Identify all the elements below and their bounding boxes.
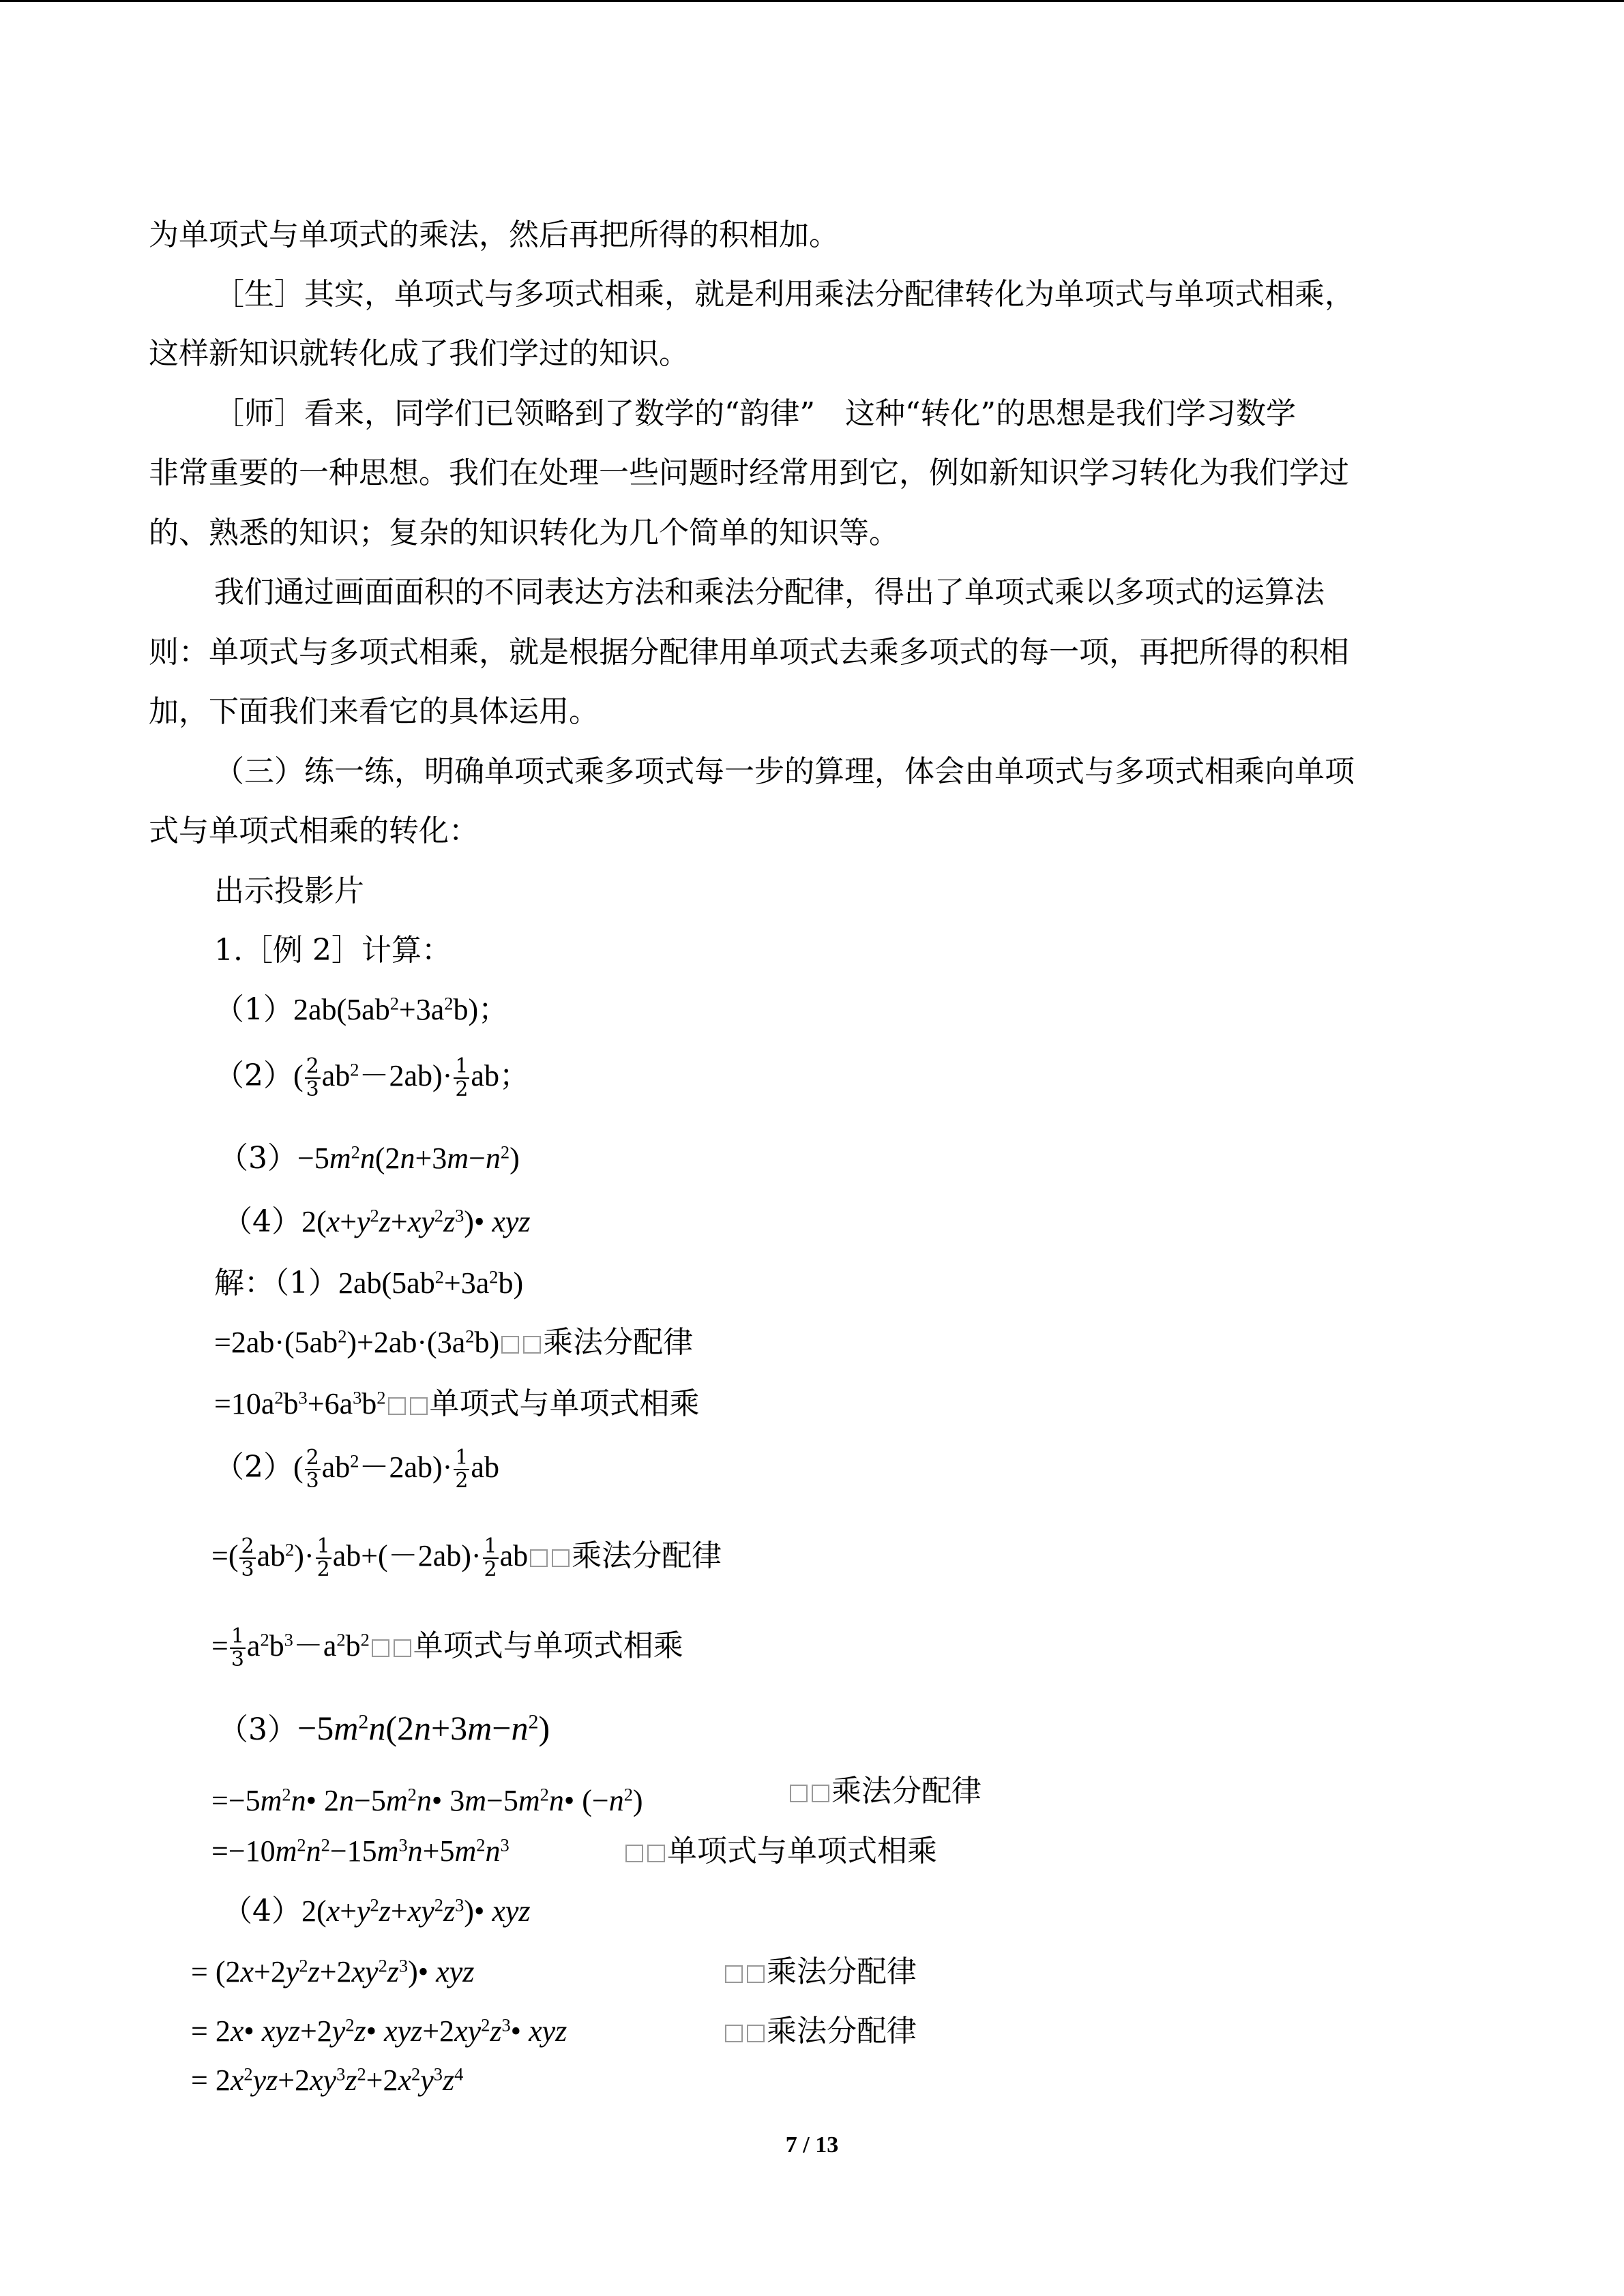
- solution-2-start: （2）( $\frac{2}{3}$ $ab^2-2ab)\cdot$ $\frac{1}{2}$ ab: [214, 1446, 499, 1493]
- solution-2-step-1: =( $\frac{2}{3}$ $ab^2)\cdot$ $\frac{1}{2}$ ab+(－2ab)· $\frac{1}{2}$ ab 乘法分配律: [211, 1534, 722, 1581]
- item-number: （3）: [218, 1141, 297, 1176]
- solution-4-step-1-note: 乘法分配律: [723, 1952, 917, 1992]
- problem-1: $(1)2ab(5ab^2+3a^2b)$；: [214, 992, 509, 1027]
- solution-3-step-1-note: 乘法分配律: [788, 1772, 981, 1811]
- paragraph-line: 式与单项式相乘的转化：: [149, 814, 479, 848]
- solution-4-start: $(4)2(x+y^2z+xy^2z^3)•$ xyz: [222, 1894, 531, 1928]
- problem-2: （2）( $\frac{2}{3}$ $ab^2-2ab)\cdot$ $\frac{1}{2}$ ab；: [214, 1054, 529, 1101]
- placeholder-box: [790, 1785, 808, 1802]
- fraction-two-thirds: $\frac{2}{3}$: [306, 1054, 319, 1101]
- top-rule: [0, 0, 1624, 2]
- placeholder-box: [372, 1639, 389, 1657]
- paragraph-line: 加，下面我们来看它的具体运用。: [149, 694, 599, 729]
- placeholder-box: [625, 1845, 643, 1862]
- placeholder-box: [552, 1549, 570, 1567]
- paragraph-line: 出示投影片: [214, 874, 364, 908]
- placeholder-box: [647, 1845, 665, 1862]
- paragraph-line: 这样新知识就转化成了我们学过的知识。: [149, 336, 689, 371]
- solution-1-step-1: $=2ab\cdot(5ab^2)+2ab\cdot(3a^2b)$ 乘法分配律: [214, 1325, 694, 1360]
- placeholder-box: [388, 1397, 406, 1415]
- paragraph-line: 非常重要的一种思想。我们在处理一些问题时经常用到它，例如新知识学习转化为我们学过: [149, 456, 1349, 490]
- page-number: 7 / 13: [785, 2132, 839, 2158]
- paragraph-line: ［生］其实，单项式与多项式相乘，就是利用乘法分配律转化为单项式与单项式相乘，: [214, 277, 1355, 312]
- solution-1-start: 解：$(1)2ab(5ab^2+3a^2b)$: [214, 1266, 524, 1300]
- solution-4-step-1: = $(2x+2y^2z+2xy^2z^3)•$ xyz: [191, 1955, 475, 1988]
- solution-4-step-2: = 2x• $xyz+2y^2z•$ $xyz+2xy^2z^3•$ xyz: [191, 2014, 567, 2048]
- fraction-one-half: $\frac{1}{2}$: [455, 1054, 469, 1101]
- paragraph-line: （三）练一练，明确单项式乘多项式每一步的算理，体会由单项式与多项式相乘向单项: [214, 754, 1355, 789]
- solution-4-step-2-note: 乘法分配律: [723, 2012, 917, 2051]
- paragraph-line: 为单项式与单项式的乘法，然后再把所得的积相加。: [149, 218, 839, 252]
- solution-3-start: $(3)-5m^2n(2n+3m-n^2)$: [218, 1709, 550, 1747]
- item-number: （2）: [214, 1058, 293, 1093]
- example-heading: 1.［例 2］计算：: [214, 933, 452, 968]
- item-number: （3）: [218, 1712, 297, 1747]
- paragraph-line: 则：单项式与多项式相乘，就是根据分配律用单项式去乘多项式的每一项，再把所得的积相: [149, 635, 1349, 670]
- item-number: （4）: [222, 1204, 301, 1239]
- placeholder-box: [523, 1336, 541, 1354]
- solution-4-step-3: = $2x^2yz+2xy^3z^2+2x^2y^3z^4$: [191, 2063, 464, 2097]
- solution-2-step-2: = $\frac{1}{3}$ $a^2b^3-a^2b^2$ 单项式与单项式相乘: [211, 1624, 683, 1671]
- problem-4: $(4)2(x+y^2z+xy^2z^3)•$ xyz: [222, 1204, 531, 1239]
- solution-3-step-2: $=-10m^2n^2-15m^3n+5m^2n^3$: [211, 1834, 510, 1868]
- placeholder-box: [501, 1336, 519, 1354]
- solution-3-step-2-note: 单项式与单项式相乘: [623, 1832, 937, 1871]
- item-number: （4）: [222, 1894, 301, 1928]
- paragraph-line: 的、熟悉的知识；复杂的知识转化为几个简单的知识等。: [149, 516, 899, 550]
- problem-3: $(3)-5m^2n(2n+3m-n^2)$: [218, 1141, 520, 1176]
- placeholder-box: [394, 1639, 411, 1657]
- solution-1-step-2: $=10a^2b^3+6a^3b^2$ 单项式与单项式相乘: [214, 1386, 700, 1421]
- placeholder-box: [747, 1965, 765, 1983]
- placeholder-box: [747, 2025, 765, 2042]
- placeholder-box: [530, 1549, 548, 1567]
- placeholder-box: [410, 1397, 428, 1415]
- paragraph-line: 我们通过画面面积的不同表达方法和乘法分配律，得出了单项式乘以多项式的运算法: [214, 575, 1325, 610]
- solution-3-step-1: $=-5m^2n•$ $2n-5m^2n•$ $3m-5m^2n•$ $(-n^2)$: [211, 1784, 643, 1817]
- item-number: （1）: [214, 992, 293, 1027]
- paragraph-line: ［师］看来，同学们已领略到了数学的“韵律” 这种“转化”的思想是我们学习数学: [214, 396, 1296, 431]
- placeholder-box: [725, 2025, 743, 2042]
- placeholder-box: [812, 1785, 829, 1802]
- placeholder-box: [725, 1965, 743, 1983]
- item-number: （2）: [214, 1450, 293, 1485]
- solution-label: 解：: [214, 1266, 274, 1300]
